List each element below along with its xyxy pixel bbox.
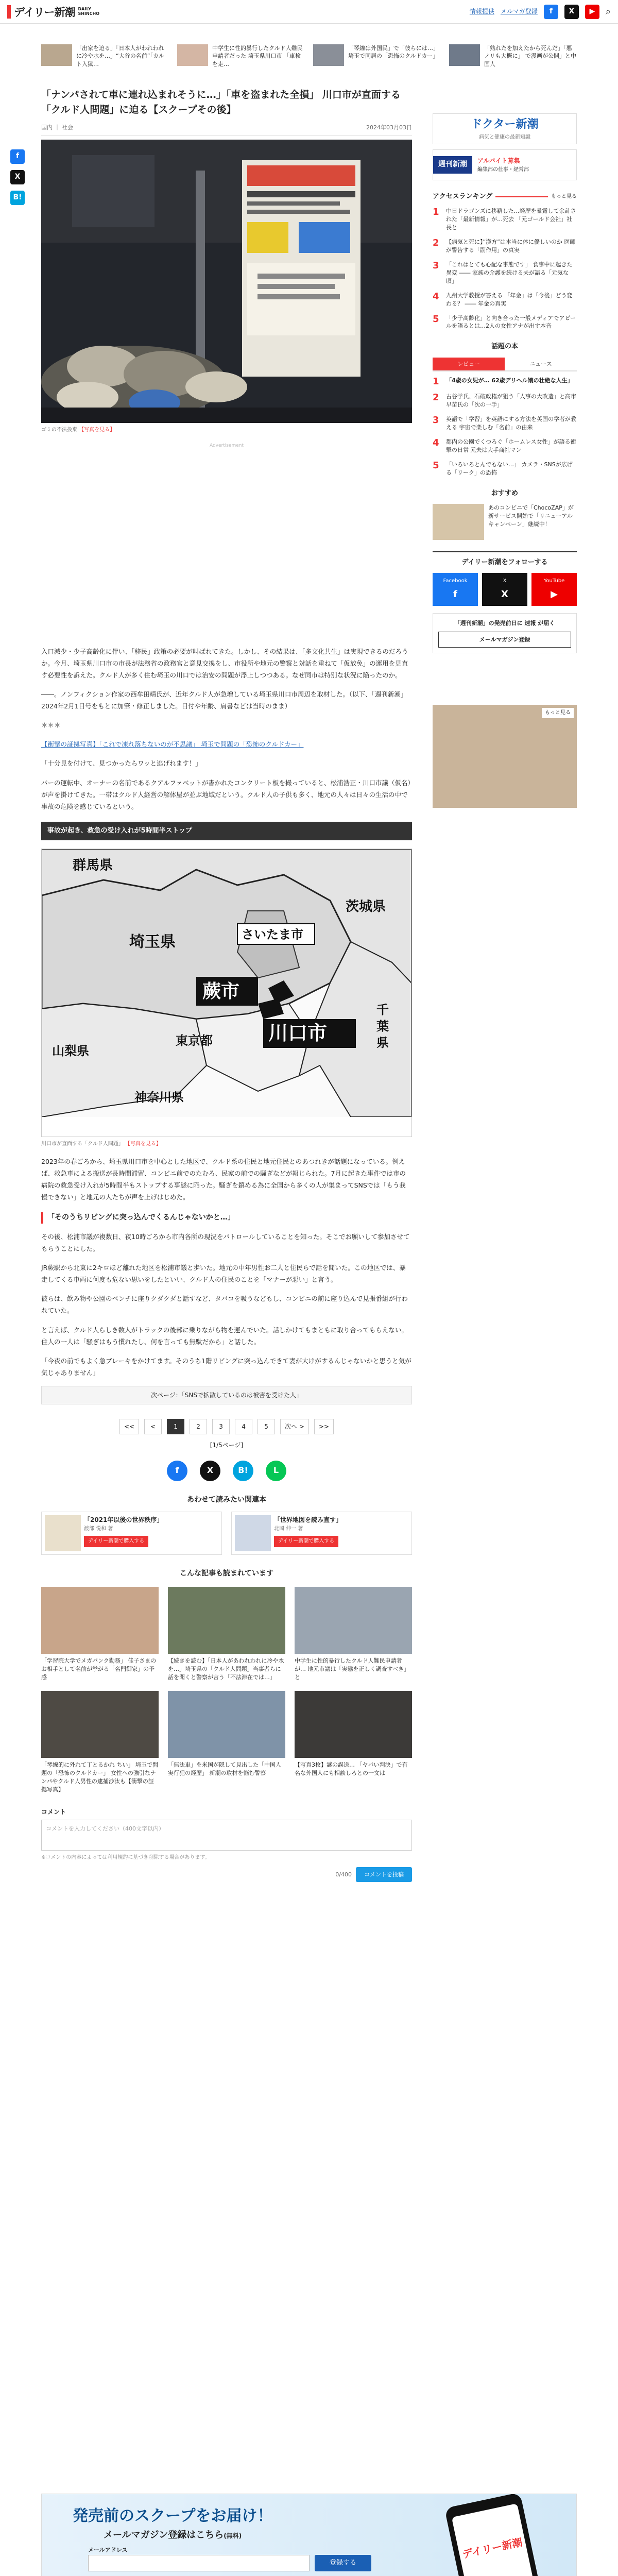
ranking-item[interactable]: 3 「これはとても心配な事態です」 食事中に起きた異変 ―― 家族の介護を続ける夫が語る「元気な頃」 [433,260,573,284]
sidebar-ad[interactable]: もっと見る [433,705,577,808]
youtube-icon: ▶ [551,588,558,600]
pager-first[interactable]: << [119,1419,139,1434]
mailmag-link[interactable]: メルマガ登録 [500,8,538,15]
map-label-tokyo: 東京都 [176,1033,213,1048]
article-date: 2024年03月03日 [366,124,412,131]
ranking-item[interactable]: 4 九州大学教授が答える 「年金」は「今後」どう変わる？ ―― 年金の真実 [433,291,573,307]
article-paragraph: その後、松浦市議が複数日、夜10時ごろから市内各所の現況をパトロールしていることを知った。そこでお願いして参加させてもらうことにした。 [41,1232,410,1252]
map-label-kawaguchi: 川口市 [268,1022,328,1045]
recommend-item[interactable]: あのコンビニで「ChocoZAP」が新サービス開始で「リニューアルキャンペーン」継続中！ [433,504,577,540]
map-label-yamanashi: 山梨県 [52,1044,89,1059]
comment-count: 0/400 [335,1871,352,1878]
pager-page[interactable]: 1 [167,1419,184,1434]
brand-name: デイリー新潮 [14,6,75,19]
follow-youtube[interactable]: YouTube ▶ [531,573,577,606]
article-paragraph: 2023年の春ごろから、埼玉県川口市を中心とした地区で、クルド系の住民と地元住民とのあつれきが話題になっている。例えば、救急車による搬送が長時間滞留、コンビニ前でのたむろ、民家の前での騒ぎなどが報じられた。7月に起きた事件では市の病院の救急受け入れが5時間半もストップする事態に陥った。騒ぎを鎮める為に全国から多くの人が集まってSNSでは「もう我慢できない」と地元の人たちが声を上げはじめた。 [41,1157,406,1201]
article-paragraph: 「十分見を付けて、見つかったらワッと逃げれます！」 [41,759,202,768]
register-button[interactable]: 登録する [315,2555,371,2571]
pager-next[interactable]: 次へ > [280,1419,309,1434]
map-label-chiba: 千 [376,1003,389,1018]
pager-prev[interactable]: < [144,1419,162,1434]
follow-heading: デイリー新潮をフォローする [433,551,577,568]
also-read-card[interactable]: 「学習院大学でメガバンク勤務」 佳子さまのお相手として名前が挙がる「名門御家」の予感 [41,1587,159,1682]
also-read-card[interactable]: 中学生に性的暴行したクルド人難民申請者が… 地元市議は「実態を正しく調査すべき」と [295,1587,412,1682]
map-label-ibaraki: 茨城県 [346,899,386,915]
weekly-alert-title: 「週刊新潮」の発売前日に 速報 が届く [454,620,555,627]
map-label-warabi: 蕨市 [202,981,240,1003]
follow-facebook[interactable]: Facebook f [433,573,478,606]
youtube-icon[interactable]: ▶ [585,5,599,19]
trending-row [41,44,577,80]
weekly-alert-box [433,613,577,653]
ranking-item[interactable]: 1 中日ドラゴンズに移籍した…経歴を暴露して余計された「最新情報」が…死去 「元ゴールド会社」社長と [433,207,576,231]
comment-submit-button[interactable]: コメントを投稿 [356,1867,412,1882]
map-image[interactable] [41,849,412,1137]
site-logo[interactable] [7,4,99,20]
svg-text:県: 県 [376,1036,389,1050]
topic-heading: 話題の本 [491,343,518,351]
article-title: 「ナンパされて車に連れ込まれそうに…」「車を盗まれた全損」 川口市が直面する「クルド人問題」に迫る【スクープその後】 [41,89,401,115]
floating-share [10,149,25,205]
ranking-item[interactable]: 5 「少子高齢化」と向き合った一般メディアでアピールを語るとは…2人の女性アナが出す本音 [433,313,576,330]
comment-input[interactable]: コメントを入力してください（400文字以内） [41,1820,412,1851]
tab-review[interactable]: レビュー [433,358,505,370]
share-facebook-icon[interactable]: f [167,1461,187,1481]
pager-page[interactable]: 3 [212,1419,230,1434]
saitama-map [42,849,411,1117]
also-read-grid [41,1587,412,1794]
svg-text:葉: 葉 [376,1019,389,1034]
also-read-card[interactable]: 【写真3枚】謎の誤送… 「ヤバい判決」で有名な外国人にも相談しろとの一文は [295,1691,412,1794]
related-books [41,1512,412,1555]
follow-x[interactable]: X X [482,573,527,606]
follow-buttons [433,573,577,606]
trend-thumb [449,44,480,66]
photo-caption: ゴミの不法投棄 【写真を見る】 [41,427,115,433]
tab-news[interactable]: ニュース [529,360,552,367]
share-x-icon[interactable]: X [200,1461,220,1481]
buy-button[interactable]: デイリー新潮で購入する [84,1536,148,1547]
article-paragraph: JR蕨駅から北東に2キロほど離れた地区を松浦市議と歩いた。地元の中年男性お二人と住民らで話を聞いた。この地区では、暴走してくる車両に何度も危ない思いをしたといい、クルド人の住民のことを「マナーが悪い」と言う。 [41,1264,406,1284]
share-line-icon[interactable]: L [266,1461,286,1481]
weekly-shincho-banner[interactable]: 週刊新潮 アルバイト募集 編集部の仕事・経営部 [433,149,577,180]
promo-sub: メールマガジン登録はこちら(無料) [104,2530,242,2540]
page-indicator: [1/5ページ] [210,1442,244,1449]
article-main [41,88,412,1882]
topic-tabs [433,358,577,371]
topic-item[interactable]: 5 「いろいろとんでもない…」 カメラ・SNSが広げる「リーク」の恐怖 [433,460,573,476]
pager-last[interactable]: >> [314,1419,334,1434]
map-label-gunma: 群馬県 [73,858,113,874]
buy-button[interactable]: デイリー新潮で購入する [274,1536,338,1547]
pager-page[interactable]: 2 [190,1419,207,1434]
section-heading: 事故が起き、救急の受け入れが5時間半ストップ [41,822,412,840]
related-book[interactable]: 「世界地図を読み直す」 北岡 伸一 著 デイリー新潮で購入する [231,1512,412,1555]
ranking-heading: アクセスランキング もっと見る [433,193,577,200]
article-photo[interactable] [41,140,412,423]
share-bar [41,1461,412,1481]
info-link[interactable]: 情報提供 [469,8,494,15]
brand-sub: DAILY SHINCHO [78,7,100,16]
topic-item[interactable]: 4 都内の公園でくつろぐ「ホームレス女性」が語る衝撃の日常 元夫は大手商社マン [433,437,576,454]
email-input[interactable] [88,2555,310,2571]
photo-caption-link[interactable]: 【写真を見る】 [79,427,115,433]
x-icon[interactable]: X [564,5,579,19]
trend-item[interactable]: 中学生に性的暴行したクルド人難民申請者だった 埼玉県川口市 「車検を走… [177,44,305,80]
topic-item[interactable]: 2 古谷学氏、石破政権が狙う「人事の大改造」と高市早苗氏の「次の一手」 [433,392,576,409]
map-label-saitama-city: さいたま市 [242,927,303,942]
map-caption-link[interactable]: 【写真を見る】 [125,1141,161,1147]
x-icon: X [501,588,508,600]
trend-item[interactable]: 「琴線は外国民」で「彼らには…」 埼玉で同居の「恐怖のクルドカー」 [313,44,441,80]
trend-item[interactable]: 「熟れたを加えたから死んだ」「悪ノリも大概に」 で漫画が公開」と中国人 [449,44,577,80]
article-paragraph: と言えば、クルド人らしき数人がトラックの後部に乗りながら物を運んでいた。話しかけてもまともに取り合ってもらえない。住人の一人は「騒ぎはもう慣れたし、何を言っても無駄だから」と話した。 [41,1326,408,1346]
subheading: 「そのうちリビングに突っ込んでくるんじゃないかと…」 [41,1212,412,1224]
site-header [0,0,618,24]
related-photo-link[interactable]: 【衝撃の証拠写真】「これで凍れ落ちないのが不思議」 埼玉で問題の「恐怖のクルドカー」 [41,740,304,749]
pagination [41,1419,412,1434]
related-book[interactable]: 「2021年以後の世界秩序」 渡部 悦和 著 デイリー新潮で購入する [41,1512,222,1555]
promo-title: 発売前のスクープをお届け！ [73,2507,273,2525]
article-paragraph: ――。ノンフィクション作家の西牟田靖氏が、近年クルド人が急増している埼玉県川口市周辺を取材した。（以下、「週刊新潮」2024年2月1日号をもとに加筆・修正しました。日付や年齢、肩書などは当時のまま） [41,690,407,710]
share-hatena-icon[interactable]: B! [233,1461,253,1481]
doctor-shincho-banner[interactable]: ドクター新潮 病気と健康の最新知識 [433,113,577,144]
mail-register-button[interactable]: メールマガジン登録 [438,632,571,648]
book-cover [235,1515,271,1551]
photo-illustration [41,140,412,423]
article-paragraph: パーの運転中、オーナーの名前であるクアルファベットが書かれたコンクリート板を撮っていると、松浦浩正・川口市議（仮名）が声を掛けてきた。一帯はクルド人経営の解体屋が並ぶ地域だという。クルド人の子供も多く、地元の人々は日々の生活の中で事故の危険を感じているという。 [41,778,411,810]
trend-thumb [177,44,208,66]
advertisement-slot: Advertisement [209,443,244,448]
map-caption: 川口市が直面する「クルド人問題」 【写真を見る】 [41,1141,161,1147]
topic-item[interactable]: 1 「4歳の女児が… 62歳デリヘル嬢の壮絶な人生」 [433,376,573,387]
book-cover [45,1515,81,1551]
pager-page[interactable]: 4 [235,1419,252,1434]
comment-note: ※コメントの内容によっては利用規約に基づき削除する場合があります。 [41,1855,210,1861]
trend-item[interactable]: 「出家を迫る」「日本人がわれわれに冷や水を…」“大谷の名前”「カルト入獄… [41,44,169,80]
comment-label: コメント [41,1808,66,1816]
ranking-item[interactable]: 2 【病気と死に】”漢方”は本当に体に優しいのか 医師が警告する「副作用」の真実 [433,237,576,253]
article-category[interactable]: 国内 ｜ 社会 [41,124,73,131]
share-facebook-icon[interactable]: f [10,149,25,164]
trend-thumb [41,44,72,66]
share-hatena-icon[interactable]: B! [10,191,25,205]
map-label-saitama: 埼玉県 [129,933,176,952]
article-paragraph: 入口減少・少子高齢化に伴い、「移民」政策の必要が叫ばれてきた。しかし、その結果は、「多文化共生」は実現できるのだろうか。今月、埼玉県川口市の市長が法務省の政務官と意見交換をし、市役所や地元の警察と対話を重ねて「仮放免」の運用を見直す必要性を訴えた。クルド人が多く住む埼玉の川口では治安の問題が浮上しつつある。なぜ同市は特別な状況に陥ったのか。 [41,647,408,679]
article-separator: ＊＊＊ [41,721,61,730]
facebook-icon: f [453,588,457,600]
sidebar [433,113,577,808]
also-read-card[interactable]: 【続きを読む】「日本人があわれわれに冷や水を…」埼玉県の「クルド人問題」当事者らに話を聞くと警察が言う「不法滞在では…」 [168,1587,285,1682]
article-meta [41,123,412,135]
ranking-more-link[interactable]: もっと見る [551,194,577,200]
phone-illustration: デイリー新潮 [444,2494,540,2576]
pager-page[interactable]: 5 [258,1419,275,1434]
next-page-button[interactable]: 次ページ：「SNSで拡散しているのは被害を受けた人」 [41,1386,412,1404]
topic-item[interactable]: 3 英語で「学習」を英語にする方法を英国の学者が教える 宇宙で楽しむ「名前」の由来 [433,415,576,431]
article-paragraph: 彼らは、飲み物や公園のベンチに座りクダクダと話すなど、タバコを吸うなどもし、コンビニの前に座り込んで見張番組が行われていた。 [41,1295,408,1315]
newsletter-promo [41,2494,577,2576]
also-read-heading: こんな記事も読まれています [180,1569,273,1578]
also-read-card[interactable]: 「無法車」を米国が隠して見出した「中国人実行犯の経歴」 新潮の取材を悩む警察 [168,1691,285,1794]
email-label: メールアドレス [88,2547,128,2553]
recommend-heading: おすすめ [491,489,519,497]
trend-thumb [313,44,344,66]
map-label-kanagawa: 神奈川県 [134,1090,184,1105]
article-paragraph: 「今夜の前でもよく急ブレーキをかけてます。そのうち1階リビングに突っ込んできて妻が大けがするんじゃないかと思うと気が気じゃありません」 [41,1357,411,1377]
search-icon[interactable]: ⌕ [605,6,611,17]
also-read-card[interactable]: 「琴線的に外れて丁とるかれ ちい」 埼玉で問題の「恐怖のクルドカー」 女性への強引なナンパやクルド人男性の逮捕沙汰も【衝撃の証拠写真】 [41,1691,159,1794]
share-x-icon[interactable]: X [10,170,25,184]
facebook-icon[interactable]: f [544,5,558,19]
related-books-heading: あわせて読みたい関連本 [187,1495,266,1504]
